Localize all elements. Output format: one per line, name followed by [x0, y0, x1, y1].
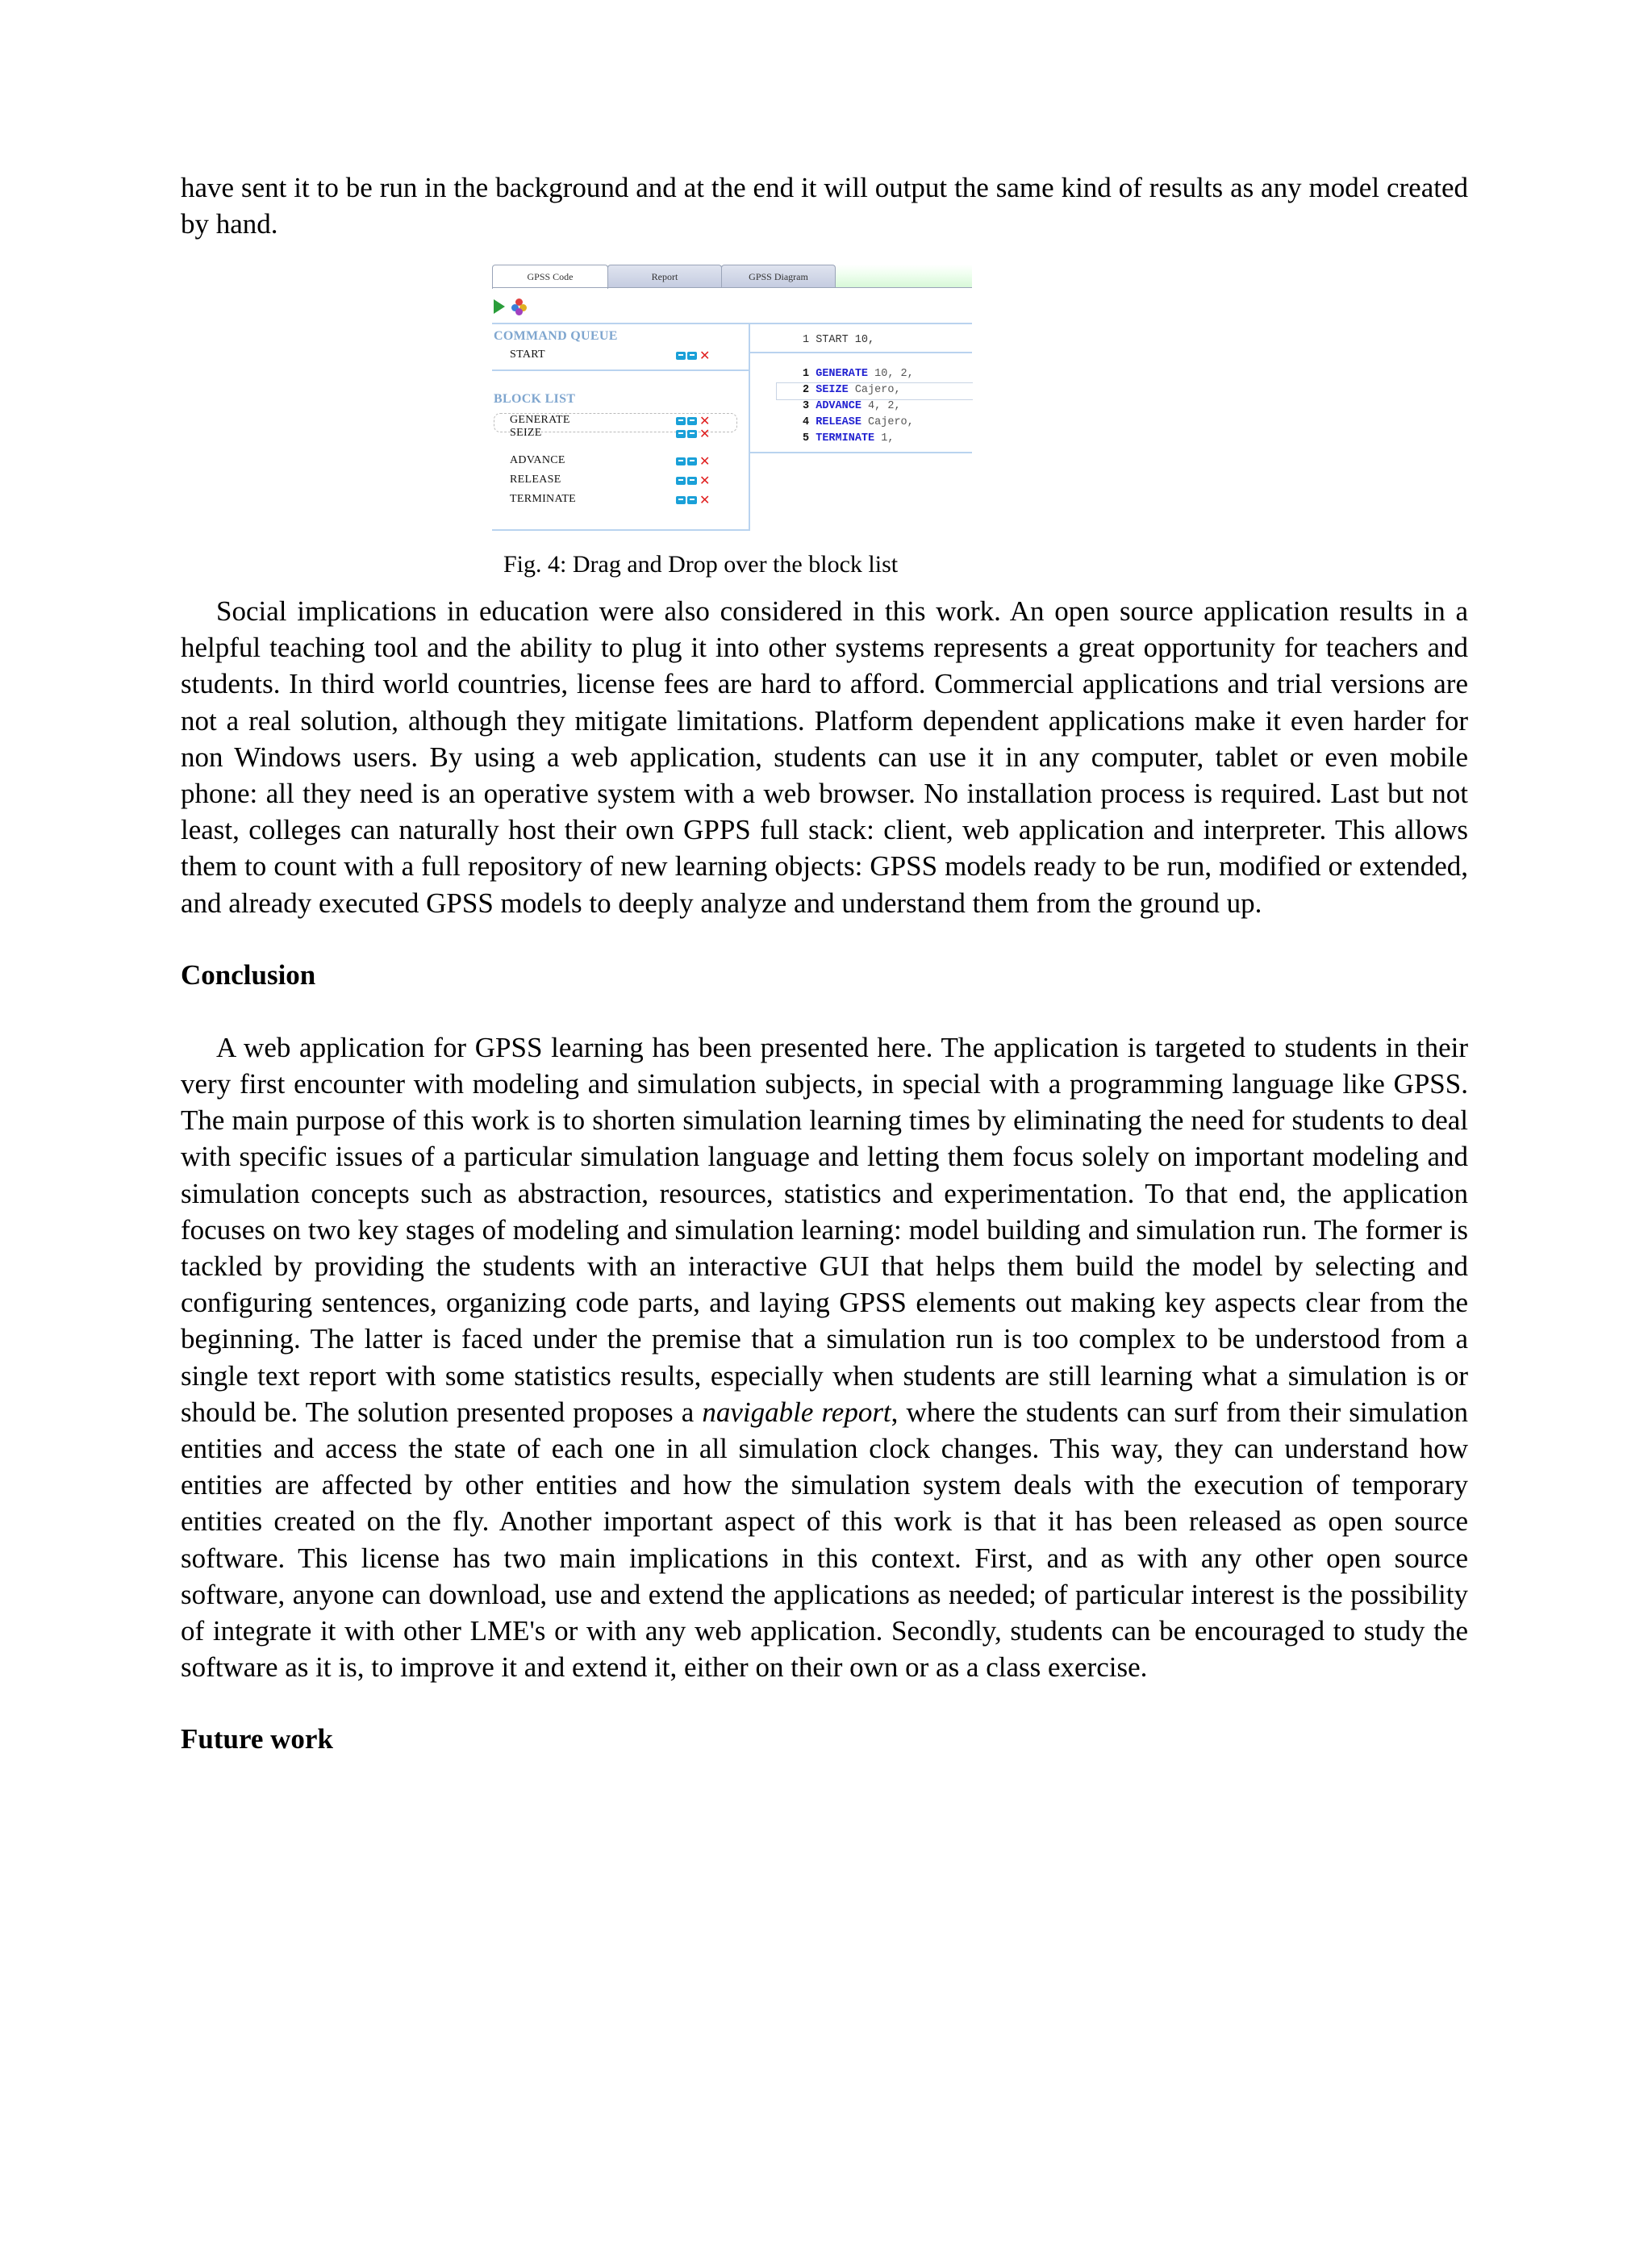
delete-icon[interactable]: ✕: [699, 453, 711, 469]
block-item-advance[interactable]: ADVANCE: [510, 454, 565, 466]
divider: [750, 323, 972, 324]
code-line: [803, 368, 914, 380]
move-up-icon[interactable]: [676, 430, 686, 438]
toolbar: [494, 297, 528, 316]
tab-divider: [492, 287, 972, 288]
keyword: TERMINATE: [816, 432, 875, 445]
figure-gpss-editor: [492, 265, 972, 531]
divider: [750, 352, 972, 353]
block-item-generate[interactable]: GENERATE: [510, 414, 570, 426]
move-up-icon[interactable]: [676, 477, 686, 485]
delete-icon[interactable]: ✕: [699, 492, 711, 507]
divider: [750, 452, 972, 453]
divider: [492, 323, 749, 324]
code-line: [803, 400, 901, 412]
block-controls: [676, 473, 711, 488]
delete-icon[interactable]: ✕: [699, 413, 711, 428]
move-up-icon[interactable]: [676, 417, 686, 425]
section-heading-future-work: Future work: [181, 1723, 333, 1755]
line-number: 2: [803, 384, 810, 396]
divider: [492, 529, 749, 531]
document-body: [181, 169, 1468, 242]
line-number: 1: [803, 368, 810, 380]
line-number: 3: [803, 400, 810, 412]
line-number: 5: [803, 432, 810, 445]
arguments: 10, 2,: [868, 368, 914, 380]
block-item-seize[interactable]: SEIZE: [510, 427, 542, 439]
block-controls: [676, 453, 711, 469]
section-heading-conclusion: Conclusion: [181, 958, 316, 991]
tools-icon[interactable]: [511, 298, 528, 315]
move-down-icon[interactable]: [687, 457, 697, 465]
tab-gpss-diagram[interactable]: GPSS Diagram: [721, 265, 836, 288]
block-item-terminate[interactable]: TERMINATE: [510, 493, 577, 505]
conclusion-text-part1: A web application for GPSS learning has been presented here. The application is targeted to students in their very first encounter with modeling and simulation subjects, in special with a programming language like GPSS. The main purpose of this work is to shorten simulation learning times by eliminating the need for students to deal with specific issues of a particular simulation language and letting them focus solely on important modeling and simulation concepts such as abstraction, resources, statistics and experimentation. To that end, the application focuses on two key stages of modeling and simulation learning: model building and simulation run. The former is tackled by providing the students with an interactive GUI that helps them build the model by selecting and configuring sentences, organizing code parts, and laying GPSS elements out making key aspects clear from the beginning. The latter is faced under the premise that a simulation run is too complex to be understood from a single text report with some statistics results, especially when students are still learning what a simulation is or should be. The solution presented proposes a: [181, 1031, 1468, 1428]
arguments: 1,: [874, 432, 895, 445]
command-queue-title: COMMAND QUEUE: [494, 329, 618, 343]
conclusion-paragraph: [181, 1029, 1468, 1686]
line-number: 4: [803, 416, 810, 428]
move-up-icon[interactable]: [676, 457, 686, 465]
block-controls: [676, 413, 711, 428]
move-down-icon[interactable]: [687, 477, 697, 485]
block-controls: [676, 426, 711, 441]
block-item-release[interactable]: RELEASE: [510, 474, 561, 486]
delete-icon[interactable]: ✕: [699, 348, 711, 363]
move-up-icon[interactable]: [676, 496, 686, 504]
left-pane: [492, 323, 750, 531]
keyword: ADVANCE: [816, 400, 861, 412]
block-list-title: BLOCK LIST: [494, 392, 576, 406]
arguments: Cajero,: [848, 384, 901, 396]
tab-report[interactable]: Report: [607, 265, 722, 288]
figure-caption: Fig. 4: Drag and Drop over the block list: [503, 551, 899, 578]
keyword: RELEASE: [816, 416, 861, 428]
navigable-report-term: navigable report: [702, 1396, 891, 1428]
tab-gpss-code[interactable]: GPSS Code: [492, 265, 608, 289]
tab-bar: [492, 265, 972, 287]
code-line: [803, 432, 894, 445]
command-item-start[interactable]: START: [510, 349, 545, 361]
keyword: SEIZE: [816, 384, 849, 396]
move-down-icon[interactable]: [687, 496, 697, 504]
move-down-icon[interactable]: [687, 352, 697, 360]
social-implications-paragraph: Social implications in education were also considered in this work. An open source application results in a helpful teaching tool and the ability to plug it into other systems represents a great opportunity for teachers and students. In third world countries, license fees are hard to afford. Commercial applications and trial versions are not a real solution, although they mitigate limitations. Platform dependent applications make it even harder for non Windows users. By using a web application, students can use it in any computer, tablet or even mobile phone: all they need is an operative system with a web browser. No installation process is required. Last but not least, colleges can naturally host their own GPPS full stack: client, web application and interpreter. This allows them to count with a full repository of new learning objects: GPSS models ready to be run, modified or extended, and already executed GPSS models to deeply analyze and understand them from the ground up.: [181, 595, 1468, 919]
command-controls: [676, 348, 711, 363]
arguments: 4, 2,: [861, 400, 901, 412]
code-line: [803, 416, 914, 428]
move-up-icon[interactable]: [676, 352, 686, 360]
play-icon[interactable]: [494, 299, 505, 314]
divider: [492, 369, 749, 371]
arguments: Cajero,: [861, 416, 914, 428]
keyword: GENERATE: [816, 368, 869, 380]
intro-paragraph: have sent it to be run in the background and at the end it will output the same kind of results as any model created by hand.: [181, 172, 1468, 240]
document-body-continued: [181, 593, 1468, 1757]
code-line: [803, 384, 901, 396]
conclusion-text-part2: , where the students can surf from their simulation entities and access the state of each one in all simulation clock changes. This way, they can understand how entities are affected by other entities and how the simulation system deals with the execution of temporary entities created on the fly. Another important aspect of this work is that it has been released as open source software. This license has two main implications in this context. First, and as with any other open source software, anyone can download, use and extend the applications as needed; of particular interest is the possibility of integrate it with other LME's or with any web application. Secondly, students can be encouraged to study the software as it is, to improve it and extend it, either on their own or as a class exercise.: [181, 1396, 1469, 1684]
code-pane: [750, 323, 972, 531]
move-down-icon[interactable]: [687, 430, 697, 438]
move-down-icon[interactable]: [687, 417, 697, 425]
delete-icon[interactable]: ✕: [699, 473, 711, 488]
code-header-line: 1 START 10,: [803, 334, 875, 346]
delete-icon[interactable]: ✕: [699, 426, 711, 441]
block-controls: [676, 492, 711, 507]
